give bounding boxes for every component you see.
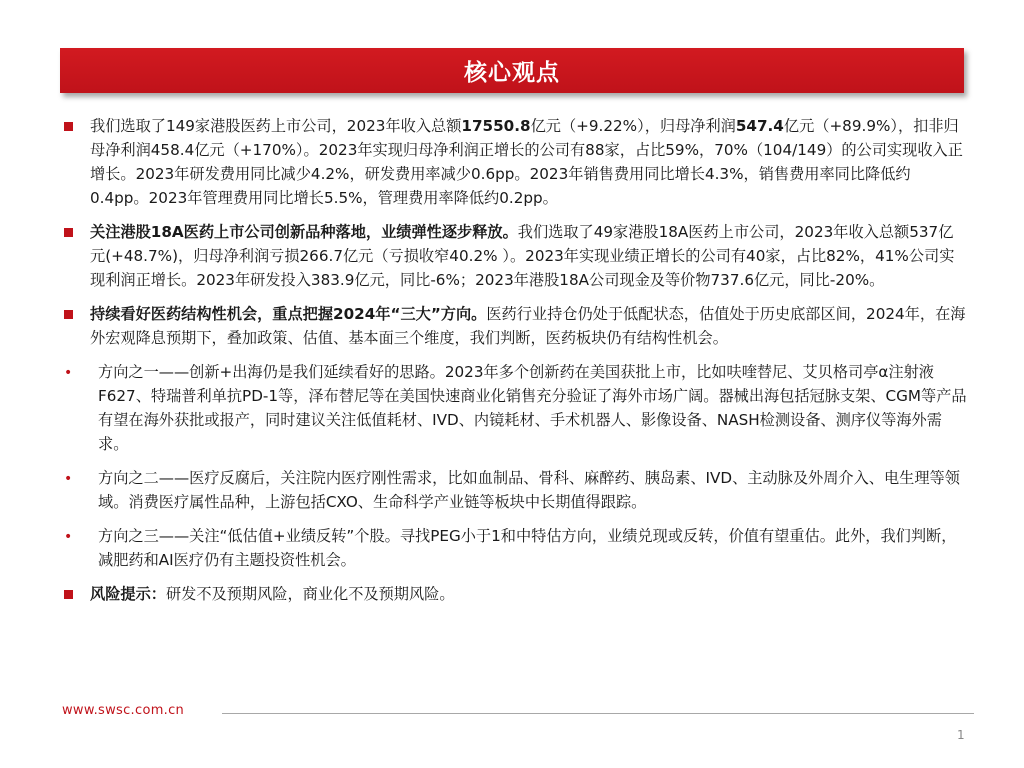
risk-warning: 风险提示：研发不及预期风险，商业化不及预期风险。 xyxy=(62,582,968,606)
footer-divider xyxy=(222,713,974,714)
square-bullet-icon xyxy=(64,228,73,237)
title-banner xyxy=(60,48,964,93)
page-title: 核心观点 xyxy=(464,60,560,86)
bullet-paragraph-1: 我们选取了149家港股医药上市公司，2023年收入总额17550.8亿元（+9.22%），归母净利润547.4亿元（+89.9%），扣非归母净利润458.4亿元（+170%）。2023年实现归母净利润正增长的公司有88家，占比59%，70%（104/149）的公司实现收入正增长。2023年研发费用同比减少4.2%，研发费用率减少0.6pp。2023年销售费用同比增长4.3%，销售费用率同比降低约0.4pp。2023年管理费用同比增长5.5%，管理费用率降低约0.2pp。 xyxy=(62,114,968,210)
bullet-paragraph-3: 持续看好医药结构性机会，重点把握2024年“三大”方向。医药行业持仓仍处于低配状态，估值处于历史底部区间，2024年，在海外宏观降息预期下，叠加政策、估值、基本面三个维度，我们判断，医药板块仍有结构性机会。 xyxy=(62,302,968,350)
dot-bullet-icon: • xyxy=(64,529,73,545)
bullet-paragraph-2: 关注港股18A医药上市公司创新品种落地，业绩弹性逐步释放。我们选取了49家港股18A医药上市公司，2023年收入总额537亿元(+48.7%)，归母净利润亏损266.7亿元（亏损收窄40.2% ）。2023年实现业绩正增长的公司有40家，占比82%，41%公司实现利润正增长。2023年研发投入383.9亿元，同比-6%；2023年港股18A公司现金及等价物737.6亿元，同比-20%。 xyxy=(62,220,968,292)
dot-bullet-icon: • xyxy=(64,471,73,487)
square-bullet-icon xyxy=(64,310,73,319)
body-content xyxy=(62,114,968,616)
dot-bullet-icon: • xyxy=(64,365,73,381)
page-number: 1 xyxy=(957,728,965,742)
square-bullet-icon xyxy=(64,590,73,599)
sub-bullet-direction-3: • 方向之三——关注“低估值+业绩反转”个股。寻找PEG小于1和中特估方向，业绩兑现或反转，价值有望重估。此外，我们判断，减肥药和AI医疗仍有主题投资性机会。 xyxy=(64,527,957,569)
sub-bullet-direction-1: • 方向之一——创新+出海仍是我们延续看好的思路。2023年多个创新药在美国获批上市，比如呋喹替尼、艾贝格司亭α注射液F627、特瑞普利单抗PD-1等，泽布替尼等在美国快速商业化销售充分验证了海外市场广阔。器械出海包括冠脉支架、CGM等产品有望在海外获批或报产，同时建议关注低值耗材、IVD、内镜耗材、手术机器人、影像设备、NASH检测设备、测序仪等海外需求。 xyxy=(64,363,967,453)
footer-website: www.swsc.com.cn xyxy=(62,703,185,718)
sub-bullet-direction-2: • 方向之二——医疗反腐后，关注院内医疗刚性需求，比如血制品、骨科、麻醉药、胰岛素、IVD、主动脉及外周介入、电生理等领域。消费医疗属性品种，上游包括CXO、生命科学产业链等板块中长期值得跟踪。 xyxy=(64,469,960,511)
square-bullet-icon xyxy=(64,122,73,131)
